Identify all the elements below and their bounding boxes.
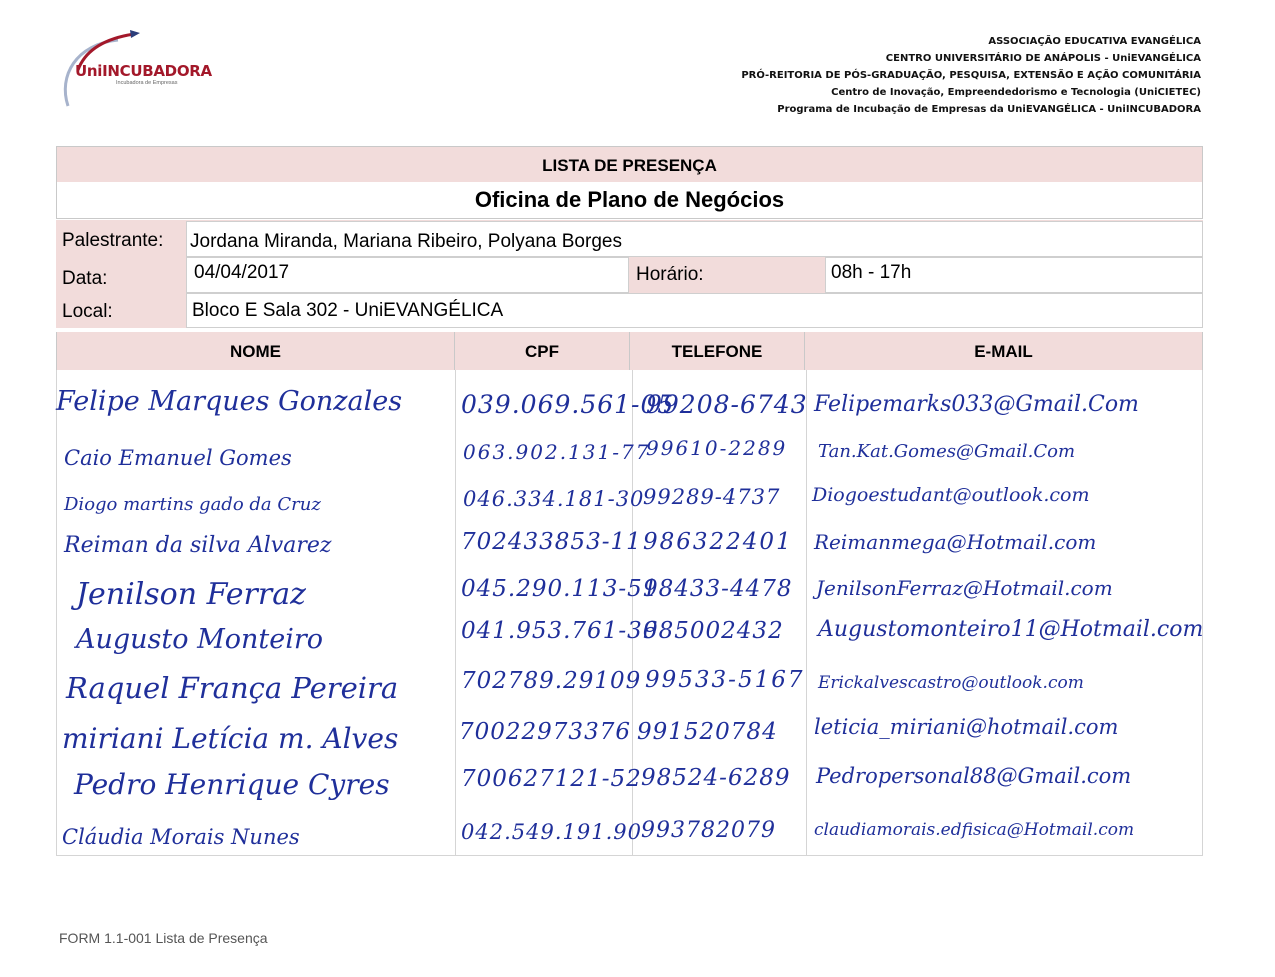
logo-wordmark: UniINCUBADORA <box>75 62 212 80</box>
header-line: PRÓ-REITORIA DE PÓS-GRADUAÇÃO, PESQUISA, EXTENSÃO E AÇÃO COMUNITÁRIA <box>741 70 1201 81</box>
speaker-value: Jordana Miranda, Mariana Ribeiro, Polyana Borges <box>190 231 622 252</box>
header-line: Programa de Incubação de Empresas da UniEVANGÉLICA - UniINCUBADORA <box>777 104 1201 115</box>
attendee-name: Raquel França Pereira <box>66 671 399 705</box>
header-line: ASSOCIAÇÃO EDUCATIVA EVANGÉLICA <box>988 36 1201 47</box>
attendee-email: leticia_miriani@hotmail.com <box>814 715 1119 739</box>
attendee-phone: 98433-4478 <box>643 576 793 602</box>
attendee-phone: 99289-4737 <box>643 485 781 509</box>
logo-tagline: Incubadora de Empresas <box>116 80 178 86</box>
attendee-cpf: 045.290.113-51 <box>461 576 659 602</box>
attendee-name: Felipe Marques Gonzales <box>56 386 403 417</box>
place-label: Local: <box>62 301 113 322</box>
attendee-email: Tan.Kat.Gomes@Gmail.Com <box>818 441 1076 462</box>
attendee-name: miriani Letícia m. Alves <box>62 722 399 755</box>
attendee-email: Pedropersonal88@Gmail.com <box>816 764 1132 788</box>
attendee-email: Felipemarks033@Gmail.Com <box>814 392 1139 417</box>
attendee-cpf: 063.902.131-77 <box>463 440 651 464</box>
attendee-phone: 99533-5167 <box>645 667 805 693</box>
column-header-name: NOME <box>56 332 455 370</box>
attendee-email: claudiamorais.edfisica@Hotmail.com <box>814 820 1135 840</box>
event-title-bar <box>56 182 1203 219</box>
grid-line <box>56 855 1203 856</box>
attendee-cpf: 702433853-11 <box>461 529 642 555</box>
attendee-cpf: 70022973376 <box>459 719 631 745</box>
attendee-phone: 985002432 <box>643 618 784 644</box>
speaker-label: Palestrante: <box>62 230 164 251</box>
attendee-phone: 99208-6743 <box>646 390 808 419</box>
header-line: Centro de Inovação, Empreendedorismo e Tecnologia (UniCIETEC) <box>831 87 1201 98</box>
attendee-cpf: 702789.29109 <box>461 668 642 694</box>
attendee-name: Jenilson Ferraz <box>76 577 306 612</box>
attendee-phone: 993782079 <box>641 818 776 843</box>
grid-line <box>455 370 456 856</box>
attendee-cpf: 041.953.761-36 <box>461 618 659 644</box>
attendee-name: Diogo martins gado da Cruz <box>64 494 321 515</box>
attendee-name: Cláudia Morais Nunes <box>62 825 300 849</box>
grid-line <box>806 370 807 856</box>
column-header-phone: TELEFONE <box>630 332 805 370</box>
time-label: Horário: <box>636 264 704 285</box>
date-label: Data: <box>62 268 108 289</box>
institution-header <box>741 33 1201 118</box>
attendee-name: Augusto Monteiro <box>76 624 324 655</box>
attendee-phone: 99610-2289 <box>646 436 788 460</box>
attendee-email: Diogoestudant@outlook.com <box>812 484 1090 506</box>
header-line: CENTRO UNIVERSITÁRIO DE ANÁPOLIS - UniEVANGÉLICA <box>885 53 1201 64</box>
form-title: LISTA DE PRESENÇA <box>542 156 717 175</box>
attendee-cpf: 700627121-52 <box>461 766 642 792</box>
attendee-cpf: 039.069.561-05 <box>461 390 675 419</box>
attendee-phone: 991520784 <box>637 719 778 745</box>
attendee-cpf: 042.549.191.90 <box>461 820 642 844</box>
attendee-phone: 98524-6289 <box>641 765 791 791</box>
table-header <box>56 332 1203 370</box>
attendee-name: Caio Emanuel Gomes <box>64 446 292 470</box>
attendee-email: Erickalvescastro@outlook.com <box>818 673 1084 693</box>
column-header-email: E-MAIL <box>805 332 1203 370</box>
form-footer: FORM 1.1-001 Lista de Presença <box>59 930 268 946</box>
event-title: Oficina de Plano de Negócios <box>474 187 785 212</box>
date-value: 04/04/2017 <box>194 262 290 283</box>
grid-line <box>1202 370 1203 856</box>
attendee-name: Reiman da silva Alvarez <box>64 533 332 558</box>
attendee-phone: 986322401 <box>643 529 793 555</box>
attendee-name: Pedro Henrique Cyres <box>74 768 390 801</box>
attendee-email: Reimanmega@Hotmail.com <box>814 530 1097 554</box>
attendee-email: JenilsonFerraz@Hotmail.com <box>816 576 1113 600</box>
attendee-email: Augustomonteiro11@Hotmail.com <box>818 617 1204 642</box>
place-value: Bloco E Sala 302 - UniEVANGÉLICA <box>192 300 504 321</box>
grid-line <box>56 370 57 856</box>
form-title-bar <box>56 146 1203 182</box>
attendee-cpf: 046.334.181-30 <box>463 487 645 511</box>
time-value: 08h - 17h <box>831 262 912 283</box>
column-header-cpf: CPF <box>455 332 630 370</box>
